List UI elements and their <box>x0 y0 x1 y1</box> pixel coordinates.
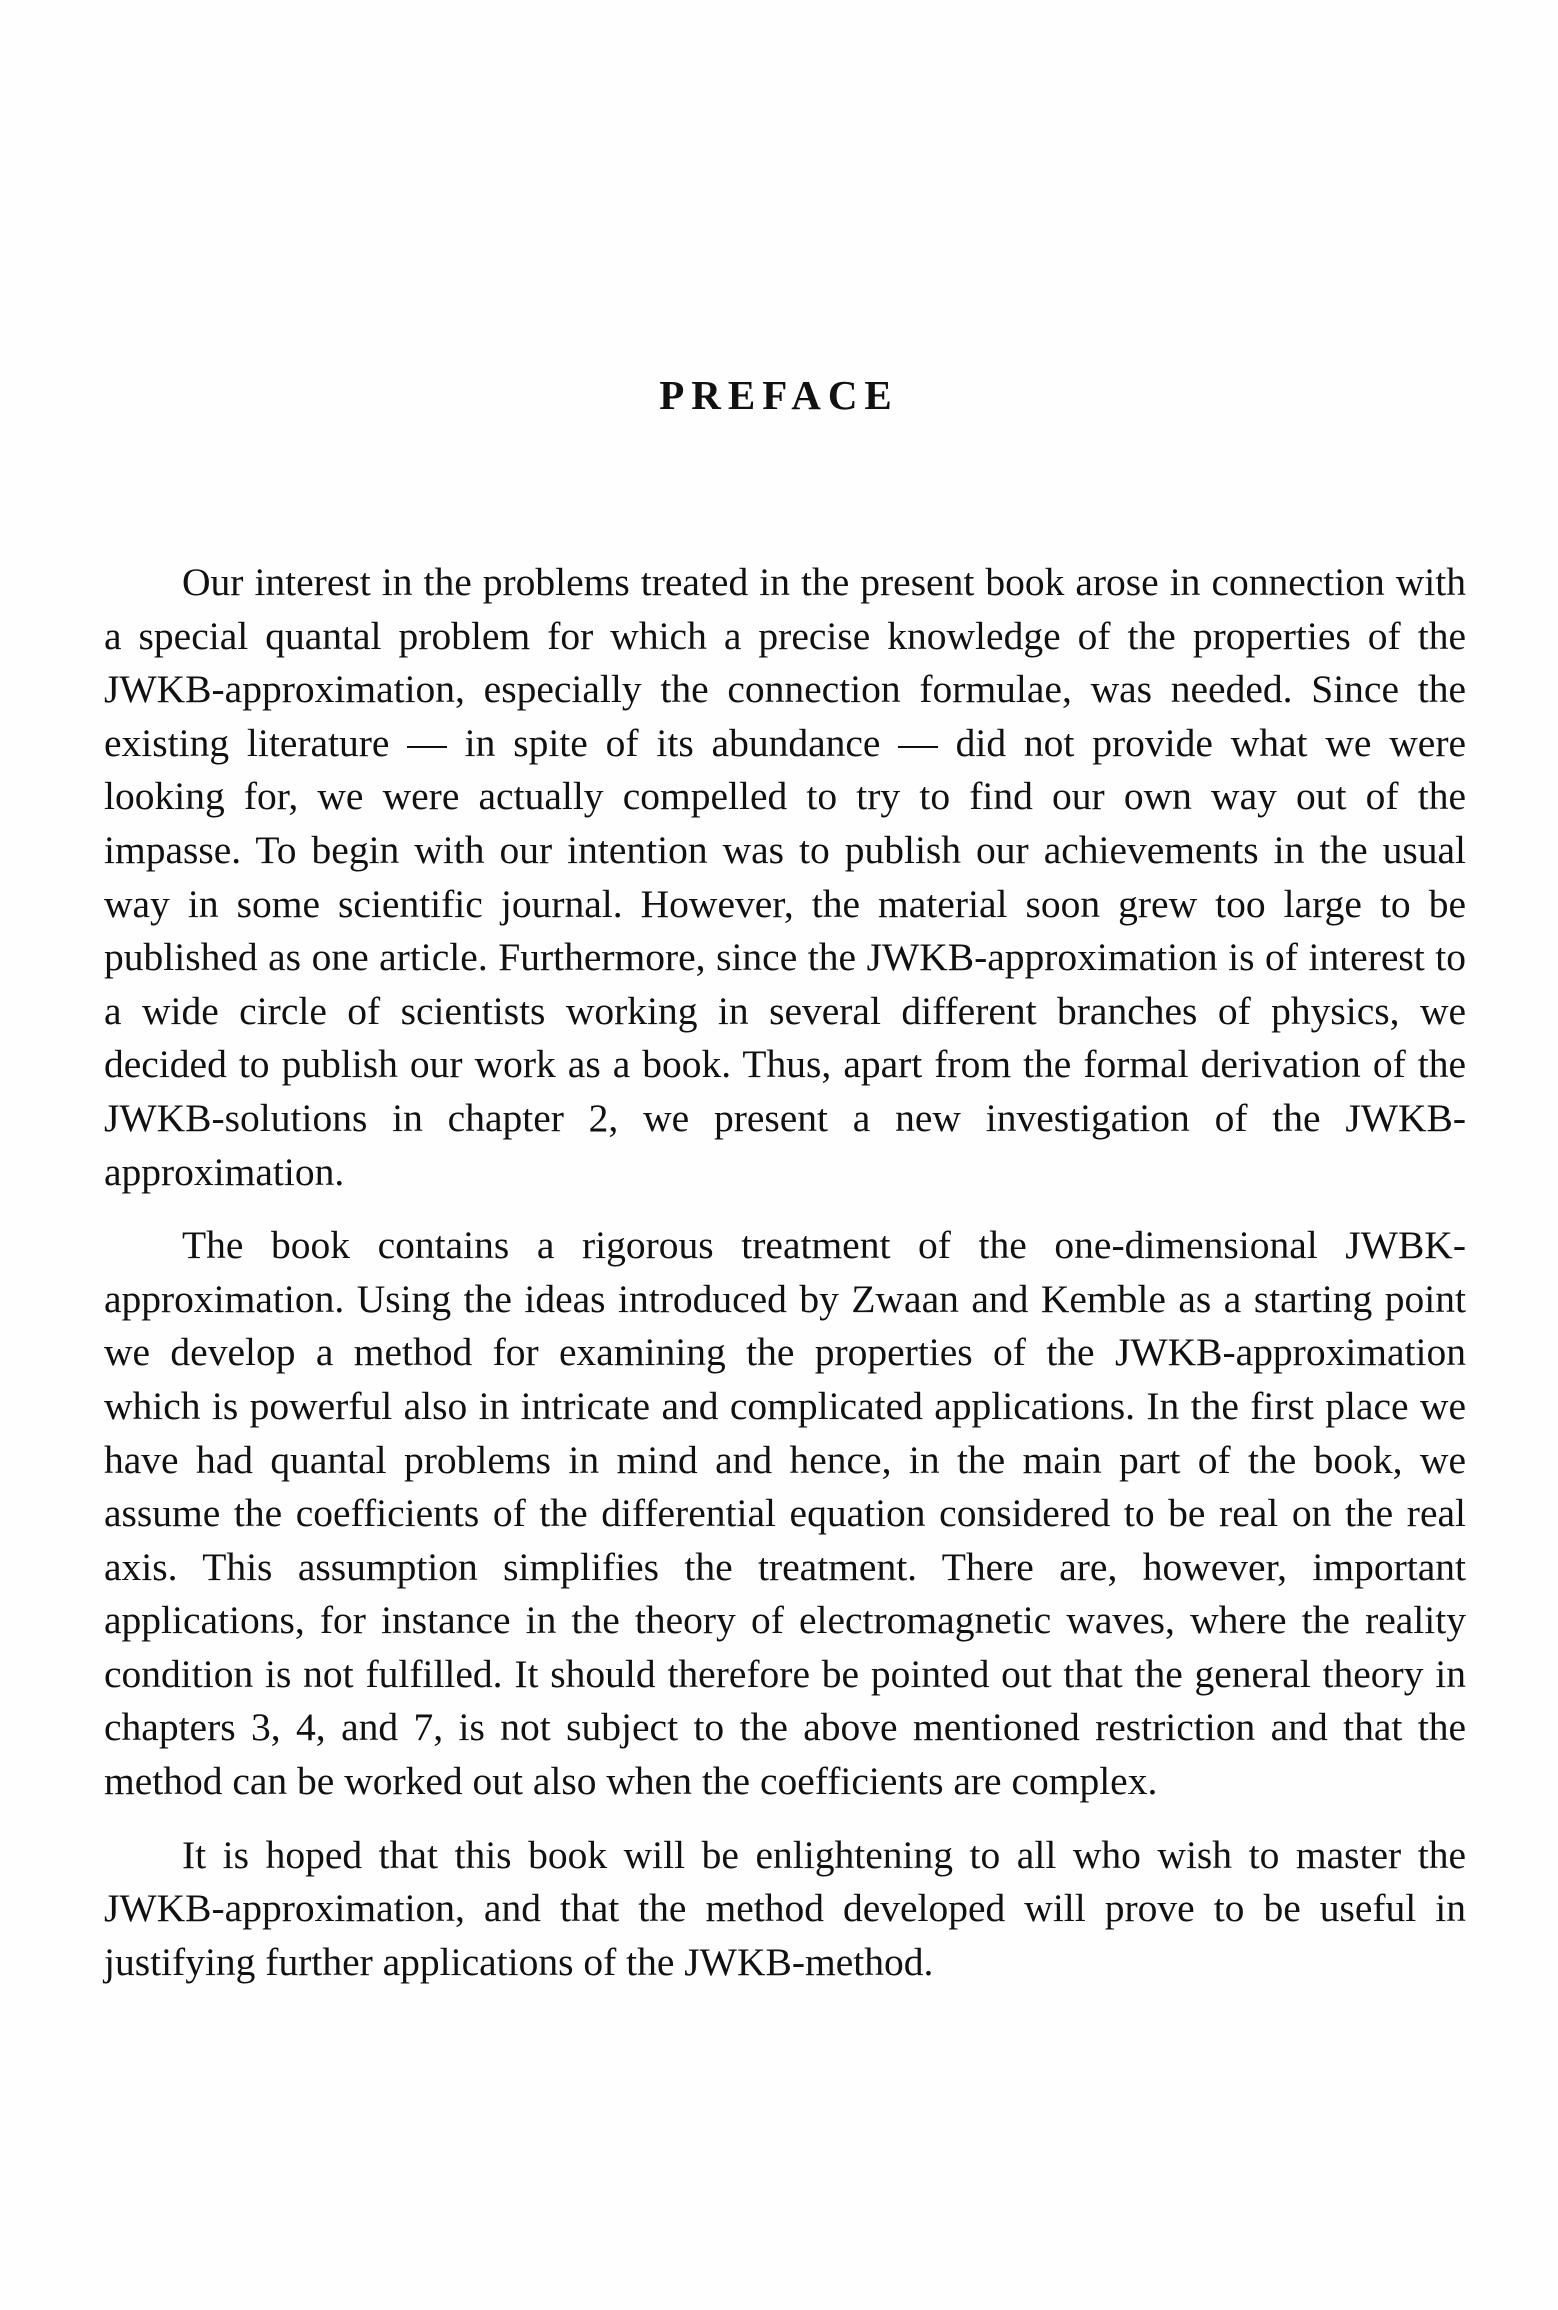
paragraph-1: Our interest in the problems treated in the present book arose in connection with a special quantal problem for which a precise knowledge of the properties of the JWKB-approximation, especially the connection formulae, was needed. Since the existing literature — in spite of its abundance — did not provide what we were looking for, we were actually compelled to try to find our own way out of the impasse. To begin with our intention was to publish our achievements in the usual way in some scientific journal. However, the material soon grew too large to be published as one article. Furthermore, since the JWKB-approximation is of interest to a wide circle of scientists working in several different branches of physics, we decided to publish our work as a book. Thus, apart from the formal derivation of the JWKB-solutions in chapter 2, we present a new investigation of the JWKB-approximation. <box>104 560 1466 1194</box>
paragraph-2: The book contains a rigorous treatment of the one-dimensional JWBK-approximation. Using the ideas introduced by Zwaan and Kemble as a starting point we develop a method for examining the properties of the JWKB-approximation which is powerful also in intricate and complicated applications. In the first place we have had quantal problems in mind and hence, in the main part of the book, we assume the coefficients of the differential equation considered to be real on the real axis. This assumption simplifies the treatment. There are, however, important applications, for instance in the theory of electromagnetic waves, where the reality condition is not fulfilled. It should therefore be pointed out that the general theory in chapters 3, 4, and 7, is not subject to the above mentioned restriction and that the method can be worked out also when the coefficients are complex. <box>104 1223 1466 1804</box>
paragraph-3: It is hoped that this book will be enlightening to all who wish to master the JWKB-approximation, and that the method developed will prove to be useful in justifying further applications of the JWKB-method. <box>104 1832 1466 1984</box>
page-title: PREFACE <box>659 372 899 418</box>
preface-body <box>104 556 1466 1989</box>
